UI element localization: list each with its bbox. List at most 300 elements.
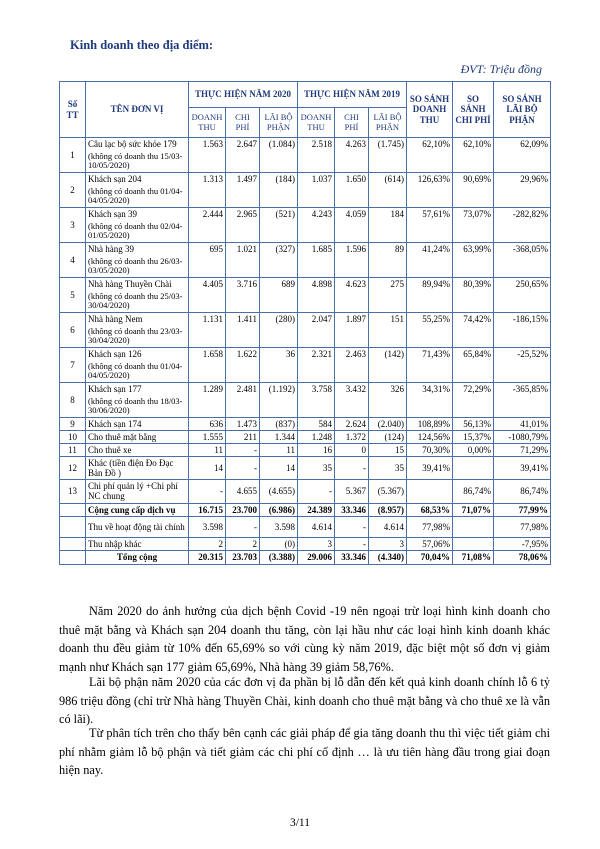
value-cell: -	[226, 516, 260, 537]
unit-note: ĐVT: Triệu đồng	[460, 62, 542, 76]
value-cell: 35	[369, 457, 407, 480]
unit-name: Cho thuê mặt bằng	[86, 431, 189, 444]
empty-cell	[260, 186, 298, 208]
unit-name: Nhà hàng Nem	[86, 313, 189, 326]
table-row	[60, 313, 551, 326]
empty-cell	[369, 361, 407, 383]
empty-cell	[453, 186, 494, 208]
value-cell: 108,89%	[407, 418, 453, 431]
value-cell: 1.372	[335, 431, 369, 444]
value-cell: 41,24%	[407, 243, 453, 256]
empty-cell	[369, 221, 407, 243]
value-cell: 1.650	[335, 173, 369, 186]
col-profit-2019: LÃI BỘ PHẬN	[369, 108, 407, 138]
value-cell: (3.388)	[260, 550, 298, 564]
row-label: Cộng cung cấp dịch vụ	[86, 503, 189, 516]
value-cell: 4.898	[298, 278, 335, 291]
table-row	[60, 431, 551, 444]
value-cell: 62,10%	[453, 138, 494, 151]
value-cell: 2.965	[226, 208, 260, 221]
empty-cell	[260, 291, 298, 313]
empty-cell	[369, 326, 407, 348]
value-cell: 4.623	[335, 278, 369, 291]
empty-cell	[335, 396, 369, 418]
value-cell: 2.047	[298, 313, 335, 326]
row-label: Thu về hoạt động tài chính	[86, 516, 189, 537]
closure-note: (không có doanh thu 02/04-01/05/2020)	[86, 221, 189, 243]
value-cell: 11	[189, 444, 226, 457]
value-cell: 57,61%	[407, 208, 453, 221]
value-cell	[453, 516, 494, 537]
value-cell: 1.596	[335, 243, 369, 256]
table-body	[60, 138, 551, 565]
value-cell: -282,82%	[494, 208, 551, 221]
value-cell: 124,56%	[407, 431, 453, 444]
empty-cell	[494, 361, 551, 383]
value-cell: 15	[369, 444, 407, 457]
empty-cell	[226, 151, 260, 173]
value-cell: 4.405	[189, 278, 226, 291]
value-cell: 70,04%	[407, 550, 453, 564]
row-number	[60, 516, 86, 537]
closure-note: (không có doanh thu 18/03-30/06/2020)	[86, 396, 189, 418]
table-row	[60, 173, 551, 186]
value-cell: 77,99%	[494, 503, 551, 516]
value-cell: -368,05%	[494, 243, 551, 256]
paragraph-1: Năm 2020 do ảnh hưởng của dịch bệnh Covid -19 nên ngoại trừ loại hình kinh doanh cho thuê mặt bằng và Khách sạn 204 doanh thu tăng, còn lại hầu như các loại hình kinh doanh khác doanh thu đều giảm từ 10% đến 65,69% so với cùng kỳ năm 2019, đặc biệt một số đơn vị giảm mạnh như Khách sạn 177 giảm 65,69%, Nhà hàng 39 giảm 58,76%.	[59, 604, 550, 674]
value-cell: 2.624	[335, 418, 369, 431]
value-cell: (4.340)	[369, 550, 407, 564]
empty-cell	[453, 361, 494, 383]
value-cell: (837)	[260, 418, 298, 431]
empty-cell	[369, 151, 407, 173]
col-revenue-2019: DOANH THU	[298, 108, 335, 138]
value-cell: 16.715	[189, 503, 226, 516]
business-by-location-table	[59, 81, 551, 565]
value-cell: 62,10%	[407, 138, 453, 151]
value-cell: 3.716	[226, 278, 260, 291]
row-number: 7	[60, 348, 86, 383]
value-cell: 2	[189, 537, 226, 550]
table-row	[60, 444, 551, 457]
value-cell: 16	[298, 444, 335, 457]
empty-cell	[226, 256, 260, 278]
empty-cell	[369, 256, 407, 278]
paragraph-2: Lãi bộ phận năm 2020 của các đơn vị đa phần bị lỗ dẫn đến kết quả kinh doanh chính lỗ 6 tỷ 986 triệu đồng (chỉ trừ Nhà hàng Thuyền Chài, kinh doanh cho thuê mặt bằng và cho thuê xe là vẫn có lãi).	[59, 675, 550, 726]
value-cell: 3.598	[260, 516, 298, 537]
unit-name: Nhà hàng Thuyền Chài	[86, 278, 189, 291]
value-cell: (280)	[260, 313, 298, 326]
value-cell: 1.289	[189, 383, 226, 396]
row-number: 13	[60, 480, 86, 503]
empty-cell	[298, 186, 335, 208]
value-cell: 34,31%	[407, 383, 453, 396]
value-cell: 1.555	[189, 431, 226, 444]
unit-name: Câu lạc bộ sức khỏe 179	[86, 138, 189, 151]
value-cell: 1.658	[189, 348, 226, 361]
empty-cell	[494, 256, 551, 278]
value-cell: 1.248	[298, 431, 335, 444]
empty-cell	[189, 186, 226, 208]
value-cell: 39,41%	[407, 457, 453, 480]
value-cell: 3.758	[298, 383, 335, 396]
empty-cell	[226, 291, 260, 313]
unit-name: Khách sạn 177	[86, 383, 189, 396]
table-row-note	[60, 151, 551, 173]
value-cell: (142)	[369, 348, 407, 361]
extra-row	[60, 516, 551, 537]
empty-cell	[335, 186, 369, 208]
row-number	[60, 550, 86, 564]
value-cell: -	[226, 457, 260, 480]
empty-cell	[298, 361, 335, 383]
value-cell: 71,29%	[494, 444, 551, 457]
empty-cell	[335, 361, 369, 383]
empty-cell	[369, 186, 407, 208]
empty-cell	[189, 221, 226, 243]
value-cell: 57,06%	[407, 537, 453, 550]
unit-name: Khách sạn 204	[86, 173, 189, 186]
col-compare-cost: SO SÁNH CHI PHÍ	[453, 82, 494, 138]
empty-cell	[407, 326, 453, 348]
unit-name: Khách sạn 39	[86, 208, 189, 221]
value-cell: 1.037	[298, 173, 335, 186]
value-cell: -365,85%	[494, 383, 551, 396]
empty-cell	[260, 256, 298, 278]
empty-cell	[260, 221, 298, 243]
empty-cell	[335, 151, 369, 173]
empty-cell	[226, 396, 260, 418]
empty-cell	[407, 256, 453, 278]
unit-name: Cho thuê xe	[86, 444, 189, 457]
empty-cell	[189, 151, 226, 173]
value-cell: 29.006	[298, 550, 335, 564]
empty-cell	[407, 186, 453, 208]
value-cell: 250,65%	[494, 278, 551, 291]
value-cell: (4.655)	[260, 480, 298, 503]
total-row	[60, 550, 551, 564]
value-cell: 39,41%	[494, 457, 551, 480]
value-cell: 636	[189, 418, 226, 431]
empty-cell	[260, 151, 298, 173]
value-cell: -	[298, 480, 335, 503]
value-cell: 1.685	[298, 243, 335, 256]
value-cell: 65,84%	[453, 348, 494, 361]
value-cell: 0,00%	[453, 444, 494, 457]
value-cell: -	[226, 444, 260, 457]
value-cell: 3.432	[335, 383, 369, 396]
paragraph-3: Từ phân tích trên cho thấy bên cạnh các giải pháp để gia tăng doanh thu thì việc tiết giảm chi phí nhằm giảm lỗ bộ phận và tiết giảm các chi phí cố định … là ưu tiên hàng đầu trong giai đoạn hiện nay.	[59, 726, 550, 777]
unit-name: Chi phí quản lý +Chi phí NC chung	[86, 480, 189, 503]
empty-cell	[335, 291, 369, 313]
table-row	[60, 278, 551, 291]
section-heading: Kinh doanh theo địa điểm:	[70, 38, 214, 52]
value-cell: -	[335, 516, 369, 537]
value-cell: 0	[335, 444, 369, 457]
value-cell: 4.655	[226, 480, 260, 503]
value-cell: 2.481	[226, 383, 260, 396]
table-row-note	[60, 186, 551, 208]
empty-cell	[453, 256, 494, 278]
value-cell: 1.497	[226, 173, 260, 186]
table-row	[60, 418, 551, 431]
value-cell: 4.059	[335, 208, 369, 221]
empty-cell	[494, 396, 551, 418]
extra-row	[60, 537, 551, 550]
value-cell: 5.367	[335, 480, 369, 503]
unit-name: Khách sạn 126	[86, 348, 189, 361]
value-cell: 73,07%	[453, 208, 494, 221]
value-cell: 584	[298, 418, 335, 431]
value-cell: 211	[226, 431, 260, 444]
value-cell: (1.192)	[260, 383, 298, 396]
row-number: 1	[60, 138, 86, 173]
value-cell: 68,53%	[407, 503, 453, 516]
col-name: TÊN ĐƠN VỊ	[86, 82, 189, 138]
col-revenue-2020: DOANH THU	[189, 108, 226, 138]
value-cell: 275	[369, 278, 407, 291]
empty-cell	[189, 256, 226, 278]
table-row-note	[60, 361, 551, 383]
table-row	[60, 243, 551, 256]
value-cell: 326	[369, 383, 407, 396]
value-cell	[453, 537, 494, 550]
value-cell: 20.315	[189, 550, 226, 564]
table-row	[60, 383, 551, 396]
value-cell: 151	[369, 313, 407, 326]
row-number	[60, 537, 86, 550]
value-cell: (184)	[260, 173, 298, 186]
value-cell: 23.703	[226, 550, 260, 564]
empty-cell	[494, 221, 551, 243]
row-number: 11	[60, 444, 86, 457]
value-cell: (521)	[260, 208, 298, 221]
value-cell: 2.321	[298, 348, 335, 361]
value-cell: 62,09%	[494, 138, 551, 151]
row-number: 6	[60, 313, 86, 348]
empty-cell	[226, 186, 260, 208]
value-cell: (614)	[369, 173, 407, 186]
value-cell: -	[335, 537, 369, 550]
value-cell: (327)	[260, 243, 298, 256]
col-cost-2019: CHI PHÍ	[335, 108, 369, 138]
value-cell: -	[189, 480, 226, 503]
table-row	[60, 457, 551, 480]
value-cell: 4.614	[369, 516, 407, 537]
empty-cell	[335, 221, 369, 243]
value-cell: 90,69%	[453, 173, 494, 186]
value-cell: 56,13%	[453, 418, 494, 431]
col-compare-profit: SO SÁNH LÃI BỘ PHẬN	[494, 82, 551, 138]
value-cell: 63,99%	[453, 243, 494, 256]
value-cell: 74,42%	[453, 313, 494, 326]
value-cell: 1.473	[226, 418, 260, 431]
value-cell: 77,98%	[494, 516, 551, 537]
value-cell: 1.897	[335, 313, 369, 326]
value-cell: -1080,79%	[494, 431, 551, 444]
value-cell: 35	[298, 457, 335, 480]
value-cell: 29,96%	[494, 173, 551, 186]
empty-cell	[189, 361, 226, 383]
value-cell: 55,25%	[407, 313, 453, 326]
value-cell: 71,43%	[407, 348, 453, 361]
row-number: 5	[60, 278, 86, 313]
empty-cell	[453, 221, 494, 243]
value-cell: 70,30%	[407, 444, 453, 457]
value-cell: 71,07%	[453, 503, 494, 516]
value-cell: 4.263	[335, 138, 369, 151]
table-row	[60, 138, 551, 151]
value-cell: 689	[260, 278, 298, 291]
value-cell: 3	[369, 537, 407, 550]
value-cell: (8.957)	[369, 503, 407, 516]
closure-note: (không có doanh thu 01/04-04/05/2020)	[86, 186, 189, 208]
row-label: Tổng cộng	[86, 550, 189, 564]
unit-name: Nhà hàng 39	[86, 243, 189, 256]
empty-cell	[407, 361, 453, 383]
col-profit-2020: LÃI BỘ PHẬN	[260, 108, 298, 138]
col-stt: Số TT	[60, 82, 86, 138]
value-cell: 33.346	[335, 550, 369, 564]
empty-cell	[494, 186, 551, 208]
empty-cell	[335, 256, 369, 278]
empty-cell	[189, 396, 226, 418]
empty-cell	[494, 151, 551, 173]
closure-note: (không có doanh thu 15/03-10/05/2020)	[86, 151, 189, 173]
row-number: 2	[60, 173, 86, 208]
table-row-note	[60, 221, 551, 243]
empty-cell	[298, 221, 335, 243]
value-cell: (124)	[369, 431, 407, 444]
empty-cell	[453, 291, 494, 313]
value-cell: 33.346	[335, 503, 369, 516]
col-compare-revenue: SO SÁNH DOANH THU	[407, 82, 453, 138]
value-cell: 2	[226, 537, 260, 550]
value-cell: 3.598	[189, 516, 226, 537]
empty-cell	[369, 291, 407, 313]
value-cell: 4.243	[298, 208, 335, 221]
empty-cell	[407, 291, 453, 313]
value-cell: 14	[189, 457, 226, 480]
empty-cell	[298, 151, 335, 173]
empty-cell	[189, 326, 226, 348]
value-cell: 1.131	[189, 313, 226, 326]
empty-cell	[260, 326, 298, 348]
closure-note: (không có doanh thu 26/03-03/05/2020)	[86, 256, 189, 278]
value-cell: 36	[260, 348, 298, 361]
value-cell: 2.444	[189, 208, 226, 221]
value-cell: (1.745)	[369, 138, 407, 151]
row-number: 12	[60, 457, 86, 480]
value-cell: 1.313	[189, 173, 226, 186]
value-cell: 184	[369, 208, 407, 221]
value-cell: -25,52%	[494, 348, 551, 361]
closure-note: (không có doanh thu 01/04-04/05/2020)	[86, 361, 189, 383]
value-cell: 14	[260, 457, 298, 480]
value-cell: 126,63%	[407, 173, 453, 186]
value-cell: 71,08%	[453, 550, 494, 564]
value-cell: (6.986)	[260, 503, 298, 516]
value-cell: 41,01%	[494, 418, 551, 431]
row-number: 8	[60, 383, 86, 418]
value-cell: 1.021	[226, 243, 260, 256]
value-cell: 1.411	[226, 313, 260, 326]
empty-cell	[260, 361, 298, 383]
empty-cell	[298, 256, 335, 278]
row-number: 4	[60, 243, 86, 278]
empty-cell	[369, 396, 407, 418]
value-cell: -	[335, 457, 369, 480]
empty-cell	[494, 291, 551, 313]
value-cell: (5.367)	[369, 480, 407, 503]
value-cell: 2.647	[226, 138, 260, 151]
row-number	[60, 503, 86, 516]
value-cell: 72,29%	[453, 383, 494, 396]
value-cell	[407, 480, 453, 503]
col-cost-2020: CHI PHÍ	[226, 108, 260, 138]
value-cell: 23.700	[226, 503, 260, 516]
unit-name: Khác (tiền điện Đo Đạc Bản Đồ )	[86, 457, 189, 480]
table-row-note	[60, 256, 551, 278]
empty-cell	[453, 326, 494, 348]
table-row	[60, 348, 551, 361]
table-row	[60, 480, 551, 503]
value-cell: 86,74%	[453, 480, 494, 503]
value-cell: 3	[298, 537, 335, 550]
closure-note: (không có doanh thu 23/03-30/04/2020)	[86, 326, 189, 348]
subtotal-row	[60, 503, 551, 516]
col-group-2019: THỰC HIỆN NĂM 2019	[298, 82, 407, 108]
value-cell: 89,94%	[407, 278, 453, 291]
value-cell: 78,06%	[494, 550, 551, 564]
row-number: 9	[60, 418, 86, 431]
empty-cell	[407, 221, 453, 243]
col-group-2020: THỰC HIỆN NĂM 2020	[189, 82, 298, 108]
empty-cell	[407, 396, 453, 418]
empty-cell	[260, 396, 298, 418]
value-cell: 4.614	[298, 516, 335, 537]
empty-cell	[335, 326, 369, 348]
table-row-note	[60, 396, 551, 418]
unit-name: Khách sạn 174	[86, 418, 189, 431]
table-row-note	[60, 326, 551, 348]
value-cell: 77,98%	[407, 516, 453, 537]
value-cell: 2.463	[335, 348, 369, 361]
empty-cell	[453, 396, 494, 418]
value-cell: 80,39%	[453, 278, 494, 291]
value-cell: 11	[260, 444, 298, 457]
value-cell: -186,15%	[494, 313, 551, 326]
value-cell: 2.518	[298, 138, 335, 151]
value-cell: 24.389	[298, 503, 335, 516]
empty-cell	[494, 326, 551, 348]
value-cell: 1.622	[226, 348, 260, 361]
row-label: Thu nhập khác	[86, 537, 189, 550]
empty-cell	[189, 291, 226, 313]
empty-cell	[298, 326, 335, 348]
row-number: 10	[60, 431, 86, 444]
empty-cell	[298, 291, 335, 313]
value-cell: 1.344	[260, 431, 298, 444]
value-cell: 695	[189, 243, 226, 256]
value-cell: 86,74%	[494, 480, 551, 503]
empty-cell	[226, 361, 260, 383]
value-cell: (1.084)	[260, 138, 298, 151]
value-cell: -7,95%	[494, 537, 551, 550]
value-cell: (0)	[260, 537, 298, 550]
value-cell: 1.563	[189, 138, 226, 151]
empty-cell	[407, 151, 453, 173]
